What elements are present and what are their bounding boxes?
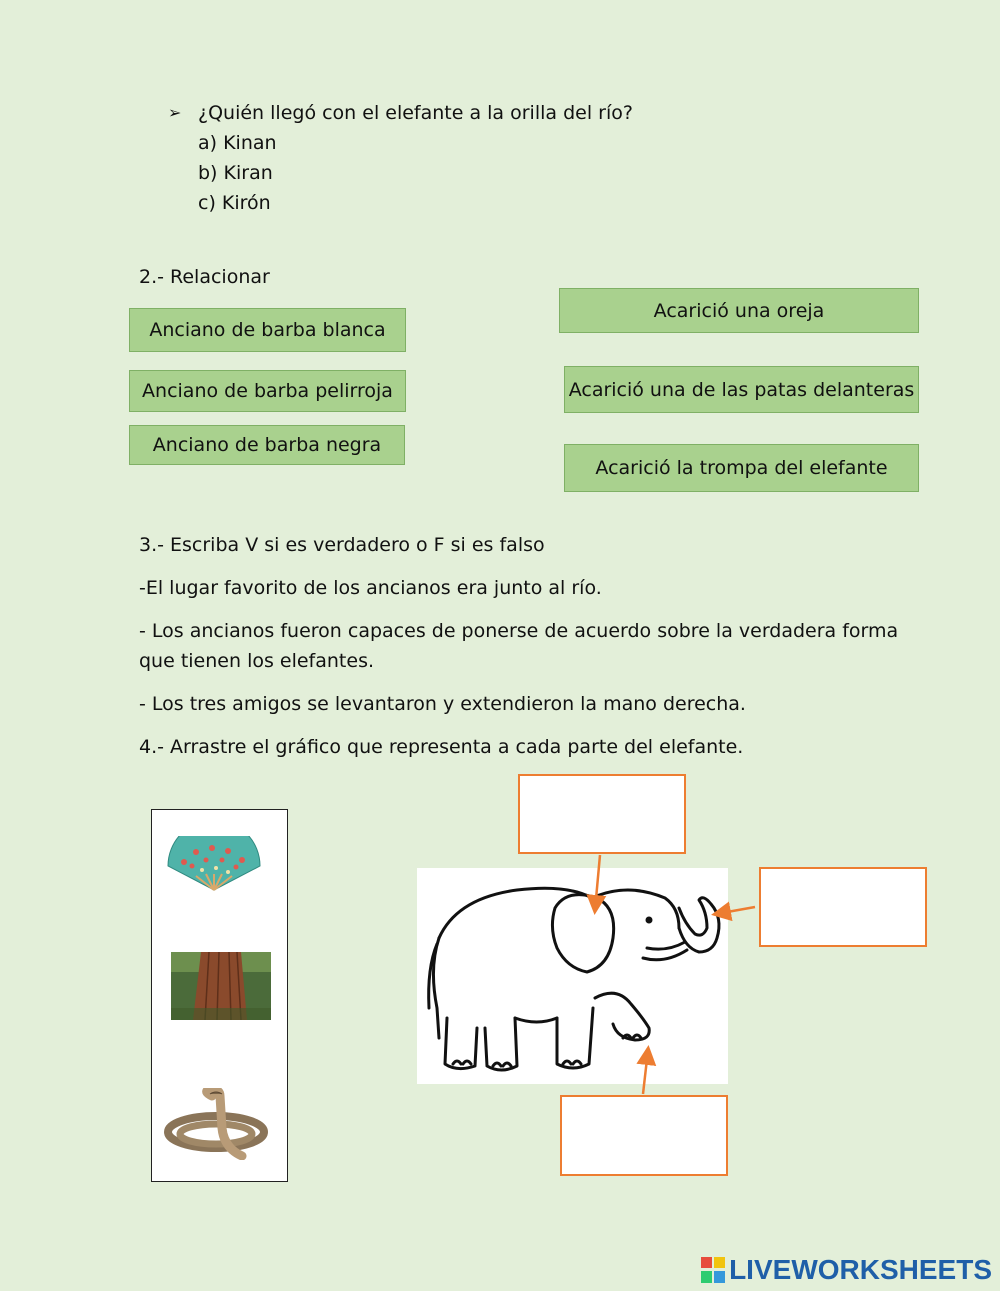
elephant-icon [417,868,728,1084]
match-left-3[interactable]: Anciano de barba negra [129,425,405,465]
match-right-3[interactable]: Acarició la trompa del elefante [564,444,919,492]
image-panel [151,809,288,1182]
match-right-1[interactable]: Acarició una oreja [559,288,919,333]
question-1-text: ¿Quién llegó con el elefante a la orilla del río? [198,102,633,124]
option-b[interactable]: b) Kiran [198,162,273,184]
tree-trunk-icon[interactable] [171,952,271,1020]
section-3-title: 3.- Escriba V si es verdadero o F si es falso [139,534,545,556]
match-right-2[interactable]: Acarició una de las patas delanteras [564,366,919,413]
drop-box-ear[interactable] [518,774,686,854]
statement-2: - Los ancianos fueron capaces de ponerse de acuerdo sobre la verdadera forma [139,620,899,642]
liveworksheets-logo-icon [701,1257,725,1283]
option-c[interactable]: c) Kirón [198,192,271,214]
section-2-title: 2.- Relacionar [139,266,270,288]
statement-3: - Los tres amigos se levantaron y extendieron la mano derecha. [139,693,746,715]
section-4-title: 4.- Arrastre el gráfico que representa a cada parte del elefante. [139,736,744,758]
liveworksheets-logo [701,1253,992,1287]
statement-2-cont: que tienen los elefantes. [139,650,375,672]
snake-icon[interactable] [164,1088,268,1160]
arrow-bullet-icon: ➢ [168,103,182,122]
drop-box-trunk[interactable] [759,867,927,947]
elephant-drawing [417,868,728,1084]
option-a[interactable]: a) Kinan [198,132,277,154]
brand-name: LIVEWORKSHEETS [729,1254,992,1285]
drop-box-leg[interactable] [560,1095,728,1176]
fan-icon[interactable] [166,836,262,894]
statement-1: -El lugar favorito de los ancianos era junto al río. [139,577,602,599]
match-left-1[interactable]: Anciano de barba blanca [129,308,406,352]
match-left-2[interactable]: Anciano de barba pelirroja [129,370,406,412]
